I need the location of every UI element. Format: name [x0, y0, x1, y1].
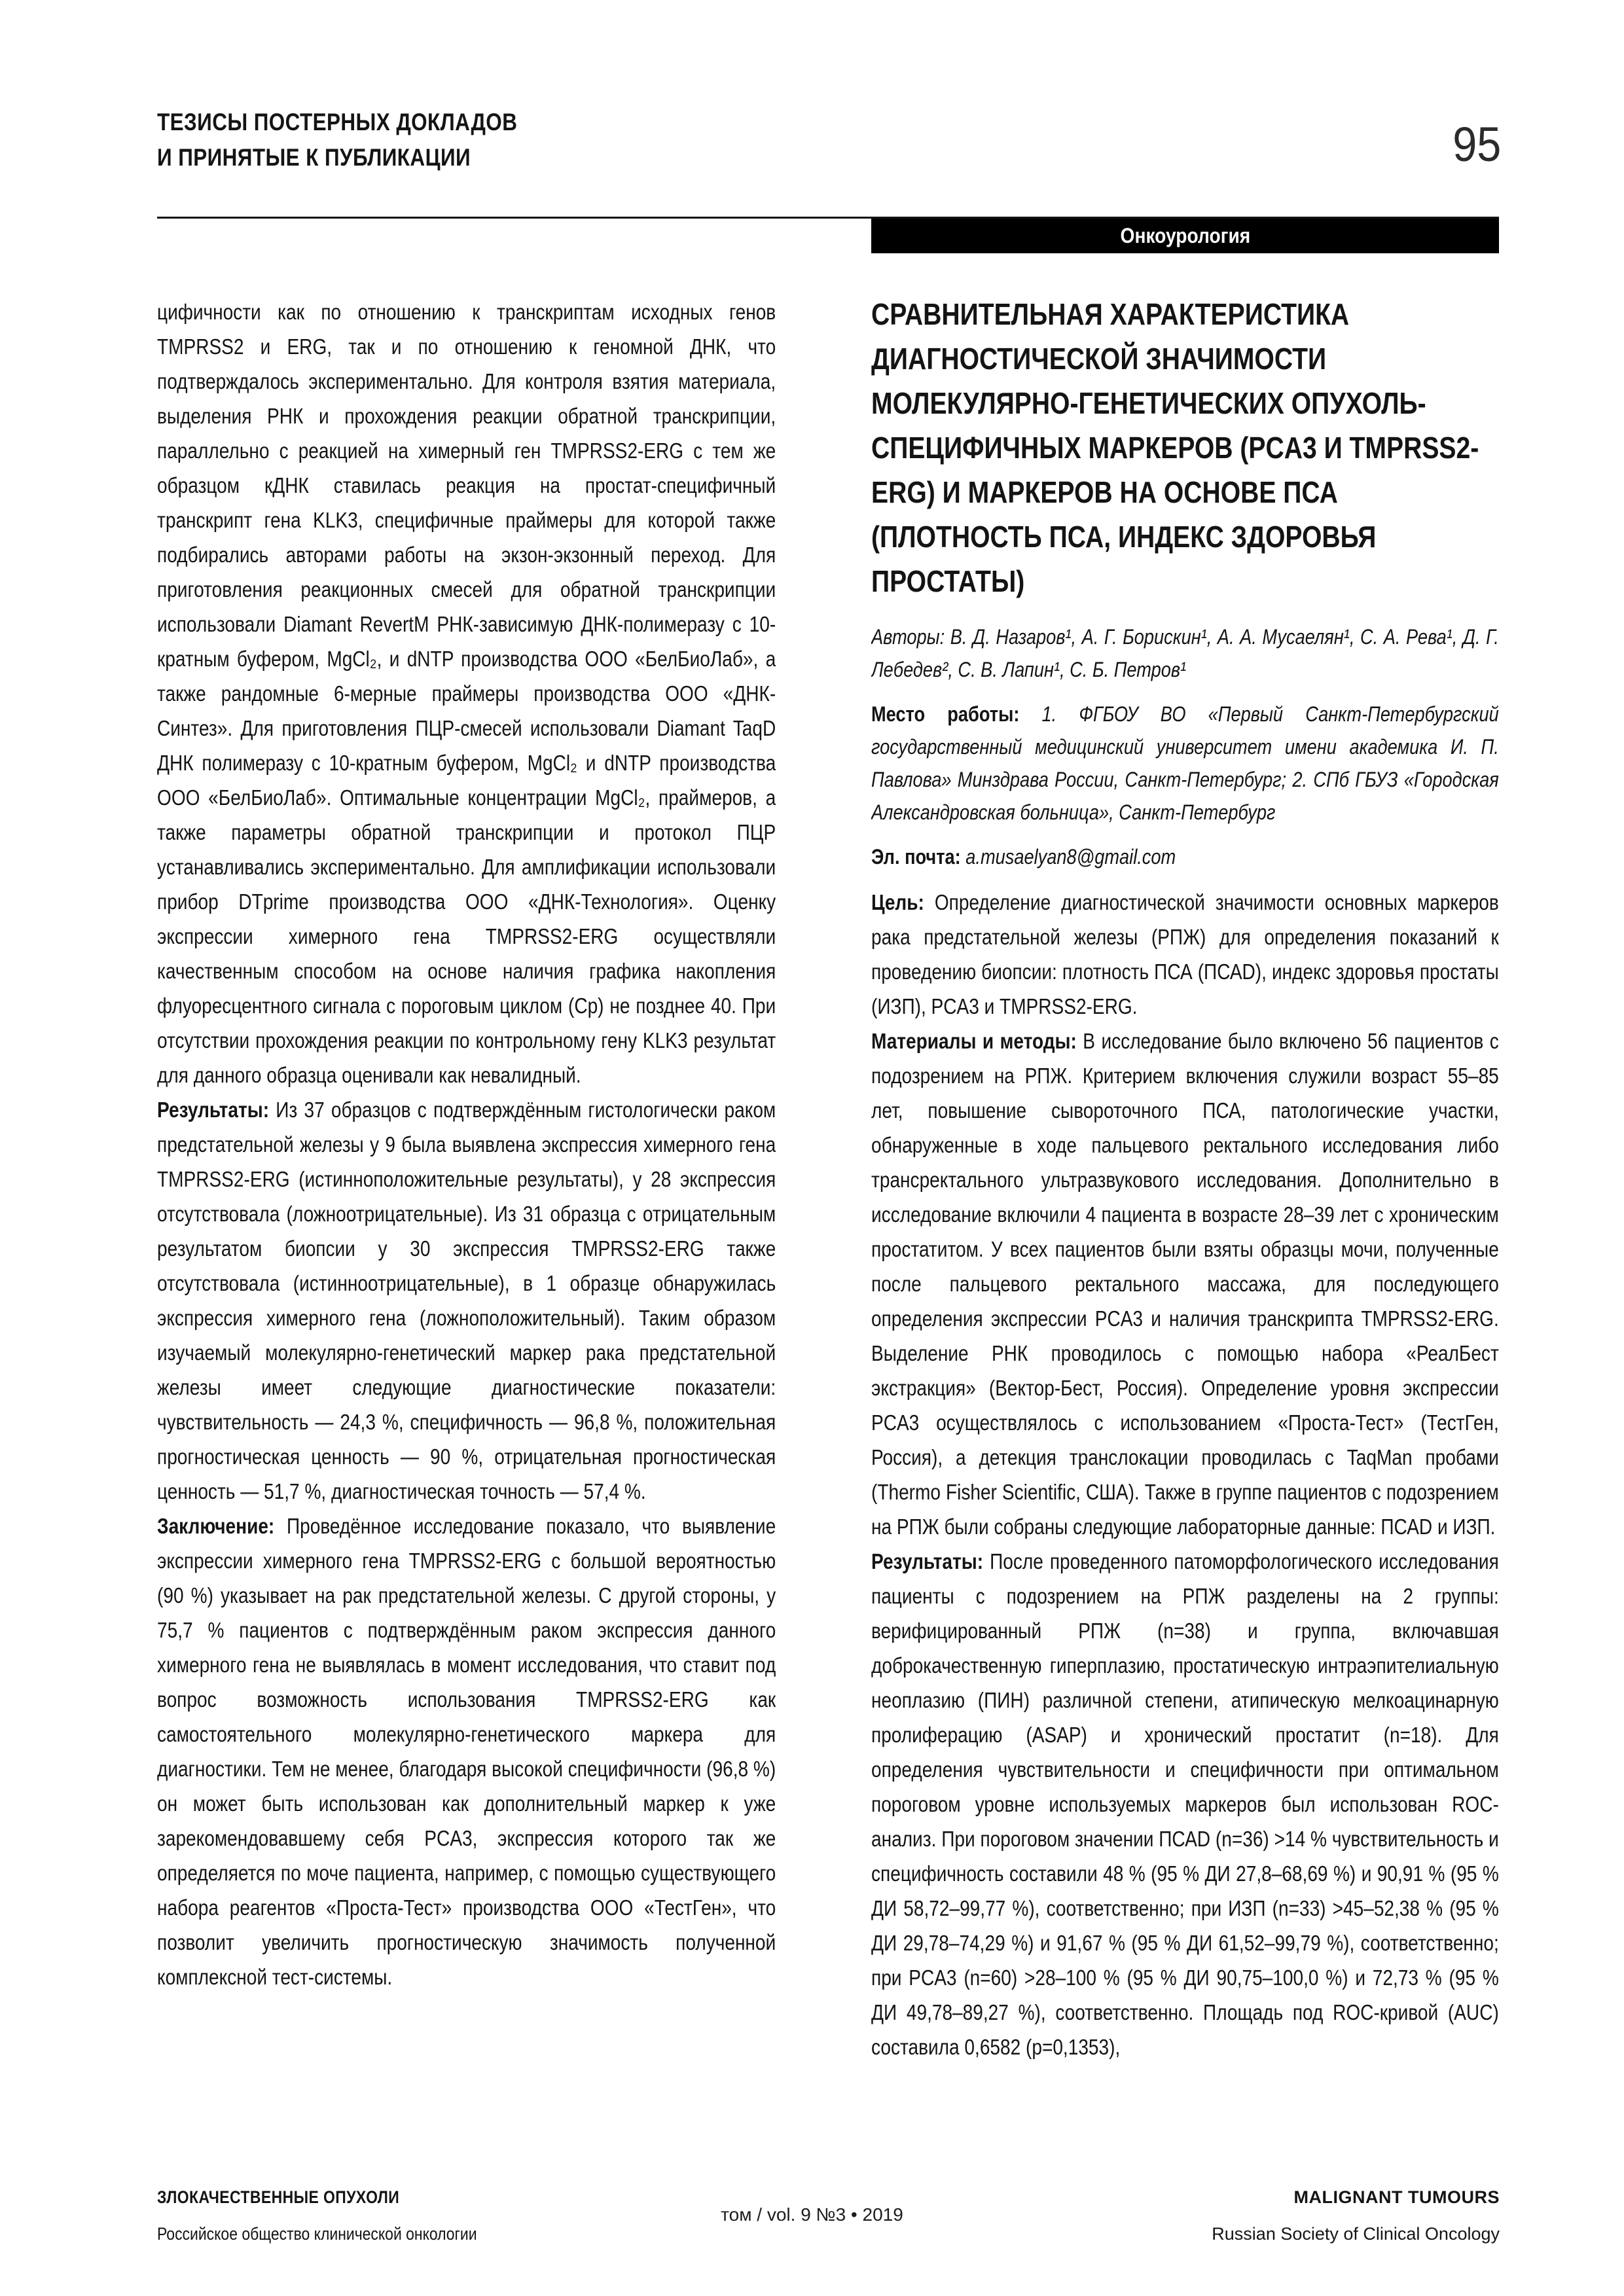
paragraph-lead: Цель: — [871, 890, 924, 914]
page-number: 95 — [1452, 117, 1501, 171]
paragraph-lead: Результаты: — [157, 1098, 270, 1122]
paragraph — [871, 1024, 1499, 1544]
paragraph-text: Проведённое исследование показало, что выявление экспрессии химерного гена TMPRSS2-ERG с большой вероятностью (90 %) указывает на рак предстательной железы. С другой стороны, у 75,7 % пациентов с подтверждённым раком экспрессия данного химерного гена не выявлялась в момент исследования, что ставит под вопрос возможность использования TMPRSS2-ERG как самостоятельного молекулярно-генетического маркера для диагностики. Тем не менее, благодаря высокой специфичности (96,8 %) он может быть использован как дополнительный маркер к уже зарекомендовавшему себя PCA3, экспрессия которого так же определяется по моче пациента, например, с помощью существующего набора реагентов «Проста-Тест» производства ООО «ТестГен», что позволит увеличить прогностическую значимость полученной комплексной тест-системы. — [157, 1514, 776, 1989]
paragraph — [157, 295, 776, 1092]
running-head-line1: ТЕЗИСЫ ПОСТЕРНЫХ ДОКЛАДОВ — [157, 109, 518, 135]
workplace-label: Место работы: — [871, 702, 1020, 726]
article-title: СРАВНИТЕЛЬНАЯ ХАРАКТЕРИСТИКА ДИАГНОСТИЧЕСКОЙ ЗНАЧИМОСТИ МОЛЕКУЛЯРНО-ГЕНЕТИЧЕСКИХ ОПУХОЛЬ-СПЕЦИФИЧНЫХ МАРКЕРОВ (PCA3 И TMPRSS2-ERG) И МАРКЕРОВ НА ОСНОВЕ ПСА (ПЛОТНОСТЬ ПСА, ИНДЕКС ЗДОРОВЬЯ ПРОСТАТЫ) — [871, 297, 1479, 598]
left-column — [157, 295, 776, 2179]
footer-volume-info: том / vol. 9 №3 • 2019 — [721, 2204, 903, 2225]
paragraph — [871, 1544, 1499, 2064]
paragraph-text: Из 37 образцов с подтверждённым гистологически раком предстательной железы у 9 была выявлена экспрессия химерного гена TMPRSS2-ERG (истинноположительные результаты), у 28 экспрессия отсутствовала (ложноотрицательные). Из 31 образца с отрицательным результатом биопсии у 30 экспрессия TMPRSS2-ERG также отсутствовала (истинноотрицательные), в 1 образце обнаружилась экспрессия химерного гена (ложноположительный). Таким образом изучаемый молекулярно-генетический маркер рака предстательной железы имеет следующие диагностические показатели: чувствительность — 24,3 %, специфичность — 96,8 %, положительная прогностическая ценность — 90 %, отрицательная прогностическая ценность — 51,7 %, диагностическая точность — 57,4 %. — [157, 1098, 776, 1503]
footer-journal-title-ru: ЗЛОКАЧЕСТВЕННЫЕ ОПУХОЛИ — [157, 2187, 400, 2207]
paragraph-lead: Заключение: — [157, 1514, 275, 1538]
running-head — [157, 105, 619, 175]
paragraph-text: После проведенного патоморфологического исследования пациенты с подозрением на РПЖ разделены на 2 группы: верифицированный РПЖ (n=38) и группа, включавшая доброкачественную гиперплазию, простатическую интраэпителиальную неоплазию (ПИН) различной степени, атипическую мелкоацинарную пролиферацию (ASAP) и хронический простатит (n=18). Для определения чувствительности и специфичности при оптимальном пороговом уровне используемых маркеров был использован ROC-анализ. При пороговом значении ПСАD (n=36) >14 % чувствительность и специфичность составили 48 % (95 % ДИ 27,8–68,69 %) и 90,91 % (95 % ДИ 58,72–99,77 %), соответственно; при ИЗП (n=33) >45–52,38 % (95 % ДИ 29,78–74,29 %) и 91,67 % (95 % ДИ 61,52–99,79 %), соответственно; при PCA3 (n=60) >28–100 % (95 % ДИ 90,75–100,0 %) и 72,73 % (95 % ДИ 49,78–89,27 %), соответственно. Площадь под ROC-кривой (AUC) составила 0,6582 (p=0,1353), — [871, 1549, 1499, 2059]
paragraph-text: В исследование было включено 56 пациентов с подозрением на РПЖ. Критерием включения служили возраст 55–85 лет, повышение сывороточного ПСА, патологические участки, обнаруженные в ходе пальцевого ректального исследования либо трансректального ультразвукового исследования. Дополнительно в исследование включили 4 пациента в возрасте 28–39 лет с хроническим простатитом. У всех пациентов были взяты образцы мочи, полученные после пальцевого ректального массажа, для последующего определения экспрессии PCA3 и наличия транскрипта TMPRSS2-ERG. Выделение РНК проводилось с помощью набора «РеалБест экстракция» (Вектор-Бест, Россия). Определение уровня экспрессии PCA3 осуществлялось с использованием «Проста-Тест» (ТестГен, Россия), а детекция транслокации проводилась с TaqMan пробами (Thermo Fisher Scientific, США). Также в группе пациентов с подозрением на РПЖ были собраны следующие лабораторные данные: ПСАD и ИЗП. — [871, 1029, 1499, 1539]
workplace-line — [871, 698, 1499, 829]
section-banner-label: Онкоурология — [1120, 224, 1250, 247]
email-address: a.musaelyan8@gmail.com — [960, 845, 1176, 869]
footer-right — [1212, 2187, 1500, 2244]
running-head-line2: И ПРИНЯТЫЕ К ПУБЛИКАЦИИ — [157, 144, 471, 171]
email-line — [871, 840, 1499, 873]
footer-society-en: Russian Society of Clinical Oncology — [1212, 2224, 1500, 2244]
authors-line — [871, 620, 1499, 686]
email-label: Эл. почта: — [871, 845, 961, 869]
paragraph-text: цифичности как по отношению к транскриптам исходных генов TMPRSS2 и ERG, так и по отношению к геномной ДНК, что подтверждалось экспериментально. Для контроля взятия материала, выделения РНК и прохождения реакции обратной транскрипции, параллельно с реакцией на химерный ген TMPRSS2-ERG с тем же образцом кДНК ставилась реакция на простат-специфичный транскрипт гена KLK3, специфичные праймеры для которой также подбирались авторами работы на экзон-экзонный переход. Для приготовления реакционных смесей для обратной транскрипции использовали Diamant RevertM РНК-зависимую ДНК-полимеразу с 10-кратным буфером, MgCl₂, и dNTP производства ООО «БелБиоЛаб», а также рандомные 6-мерные праймеры производства ООО «ДНК-Синтез». Для приготовления ПЦР-смесей использовали Diamant TaqD ДНК полимеразу с 10-кратным буфером, MgCl₂ и dNTP производства ООО «БелБиоЛаб». Оптимальные концентрации MgCl₂, праймеров, а также параметры обратной транскрипции и протокол ПЦР устанавливались экспериментально. Для амплификации использовали прибор DTprime производства ООО «ДНК-Технология». Оценку экспрессии химерного гена TMPRSS2-ERG осуществляли качественным способом на основе наличия графика накопления флуоресцентного сигнала с пороговым циклом (Ср) не позднее 40. При отсутствии прохождения реакции по контрольному гену KLK3 результат для данного образца оценивали как невалидный. — [157, 300, 776, 1087]
workplace-text: 1. ФГБОУ ВО «Первый Санкт-Петербургский государственный медицинский университет имени академика И. П. Павлова» Минздрава России, Санкт-Петербург; 2. СПб ГБУЗ «Городская Александровская больница», Санкт-Петербург — [871, 702, 1499, 824]
authors-list: В. Д. Назаров¹, А. Г. Борискин¹, А. А. Мусаелян¹, С. А. Рева¹, Д. Г. Лебедев², С. В. Лапин¹, С. Б. Петров¹ — [871, 625, 1499, 681]
left-column-text — [157, 295, 776, 1994]
authors-label: Авторы: — [871, 625, 945, 649]
paragraph-lead: Результаты: — [871, 1549, 984, 1573]
paragraph-lead: Материалы и методы: — [871, 1029, 1077, 1053]
paragraph — [157, 1092, 776, 1509]
footer-journal-title-en: MALIGNANT TUMOURS — [1293, 2187, 1500, 2207]
article-body — [871, 885, 1499, 2064]
section-banner — [871, 219, 1499, 253]
right-column-text — [871, 292, 1499, 2064]
footer-society-ru: Российское общество клинической онкологии — [157, 2224, 477, 2244]
paragraph — [871, 885, 1499, 1024]
paragraph — [157, 1509, 776, 1994]
paragraph-text: Определение диагностической значимости основных маркеров рака предстательной железы (РПЖ) для определения показаний к проведению биопсии: плотность ПСА (ПСАD), индекс здоровья простаты (ИЗП), PCA3 и TMPRSS2-ERG. — [871, 890, 1499, 1018]
right-column — [871, 292, 1499, 2216]
